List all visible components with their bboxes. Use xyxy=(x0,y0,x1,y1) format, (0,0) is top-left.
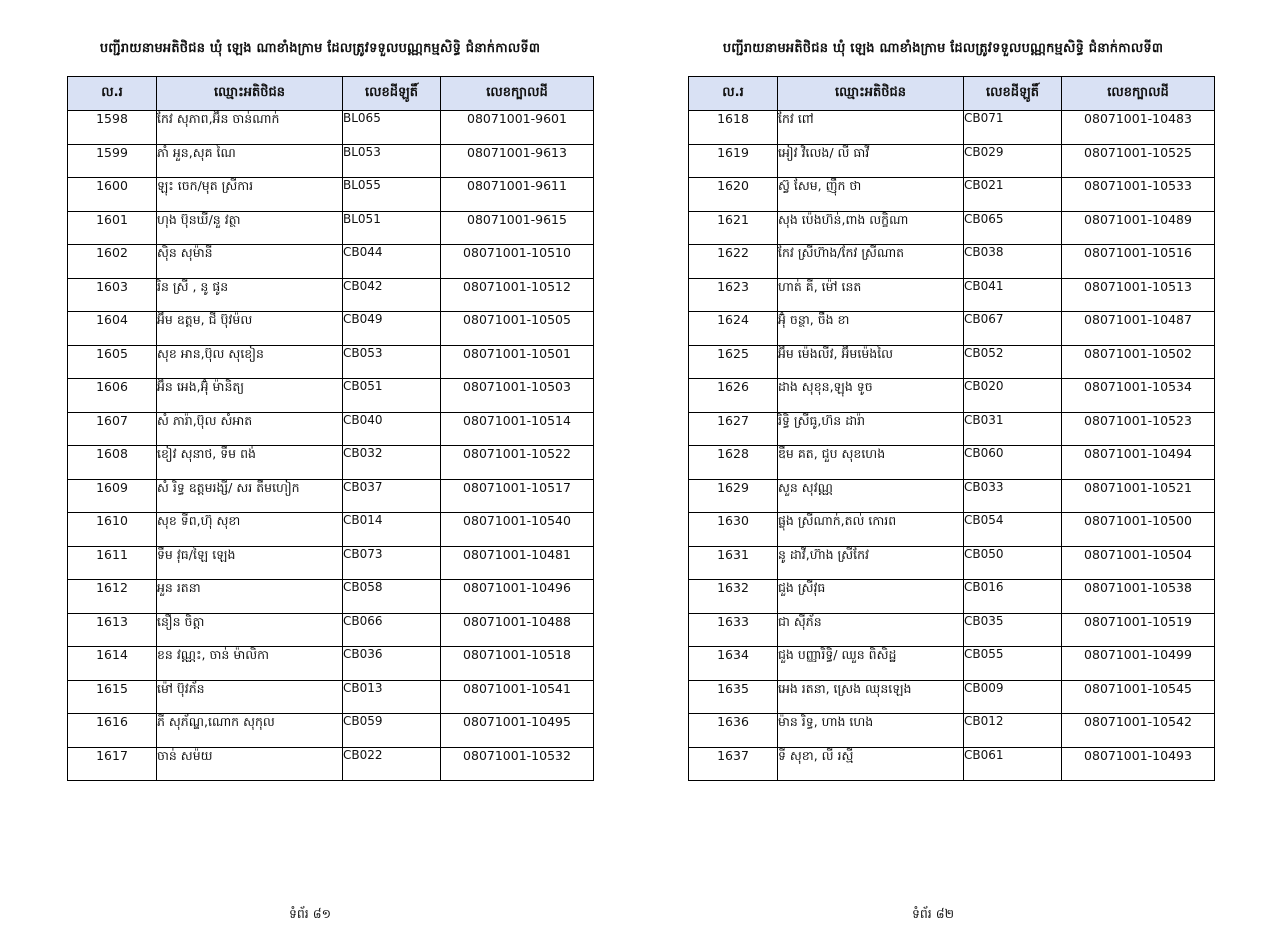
parcel-number: 08071001-10496 xyxy=(441,580,594,614)
customer-name: សំ រិទ្ធ ឧត្តមរង្សី/ សរ តឹមហៀក xyxy=(157,479,343,513)
customer-name: កែវ ពៅ xyxy=(778,111,964,145)
lot-number: CB067 xyxy=(964,312,1062,346)
lot-number: CB021 xyxy=(964,178,1062,212)
customer-name: ផ្លុង ស្រីណាក់,តល់ កោរព xyxy=(778,513,964,547)
table-row xyxy=(689,312,1215,346)
customer-name: ភី សុភ័ណ្ឌ,ណោក សុកុល xyxy=(157,714,343,748)
table-row xyxy=(689,412,1215,446)
row-number: 1606 xyxy=(68,379,157,413)
customer-name: ទី សុខា, លី រស្មី xyxy=(778,747,964,781)
row-number: 1622 xyxy=(689,245,778,279)
lot-number: CB014 xyxy=(343,513,441,547)
customer-name: រិន ស្រី , នូ ផូន xyxy=(157,278,343,312)
row-number: 1609 xyxy=(68,479,157,513)
parcel-number: 08071001-10514 xyxy=(441,412,594,446)
parcel-number: 08071001-10489 xyxy=(1062,211,1215,245)
parcel-number: 08071001-10516 xyxy=(1062,245,1215,279)
row-number: 1598 xyxy=(68,111,157,145)
table-row xyxy=(68,580,594,614)
parcel-number: 08071001-10525 xyxy=(1062,144,1215,178)
row-number: 1635 xyxy=(689,680,778,714)
row-number: 1633 xyxy=(689,613,778,647)
table-row xyxy=(689,278,1215,312)
customer-name: កែវ ស្រីហ៊ាង/កែវ ស្រីណាត xyxy=(778,245,964,279)
row-number: 1621 xyxy=(689,211,778,245)
row-number: 1616 xyxy=(68,714,157,748)
parcel-number: 08071001-10523 xyxy=(1062,412,1215,446)
table-row xyxy=(689,714,1215,748)
table-row xyxy=(68,211,594,245)
table-row xyxy=(68,546,594,580)
customer-name: ស៊ិន សុម៉ានី xyxy=(157,245,343,279)
customer-name: នឿន ចិត្តា xyxy=(157,613,343,647)
parcel-number: 08071001-10503 xyxy=(441,379,594,413)
page-number: ទំព័រ ៨២ xyxy=(911,906,955,921)
table-row xyxy=(68,647,594,681)
customer-name: កែវ សុភាព,អ៊ិន ចាន់ណាក់ xyxy=(157,111,343,145)
page-title: បញ្ជីរាយនាមអតិថិជន ឃុំ ឡេង ណាខាំងក្រាម ដែលត្រូវទទួលបណ្ណកម្មសិទ្ធិ ជំនាក់កាលទី៣ xyxy=(722,41,1164,56)
lot-number: BL053 xyxy=(343,144,441,178)
table-body xyxy=(68,111,594,781)
parcel-number: 08071001-10499 xyxy=(1062,647,1215,681)
row-number: 1628 xyxy=(689,446,778,480)
row-number: 1636 xyxy=(689,714,778,748)
parcel-number: 08071001-9613 xyxy=(441,144,594,178)
page-title: បញ្ជីរាយនាមអតិថិជន ឃុំ ឡេង ណាខាំងក្រាម ដែលត្រូវទទួលបណ្ណកម្មសិទ្ធិ ជំនាក់កាលទី៣ xyxy=(99,41,541,56)
row-number: 1631 xyxy=(689,546,778,580)
row-number: 1627 xyxy=(689,412,778,446)
lot-number: CB055 xyxy=(964,647,1062,681)
table-row xyxy=(689,144,1215,178)
lot-number: CB044 xyxy=(343,245,441,279)
row-number: 1610 xyxy=(68,513,157,547)
table-row xyxy=(689,345,1215,379)
row-number: 1605 xyxy=(68,345,157,379)
row-number: 1618 xyxy=(689,111,778,145)
customer-name: ជា ស៊ីភ័ន xyxy=(778,613,964,647)
table-row xyxy=(68,111,594,145)
header-lot-number: លេខដីឡូតិ៍ xyxy=(964,77,1062,111)
customer-name: ភាំ អួន,សុគ ណៃ xyxy=(157,144,343,178)
row-number: 1615 xyxy=(68,680,157,714)
table-header-row xyxy=(689,77,1215,111)
table-row xyxy=(689,178,1215,212)
row-number: 1619 xyxy=(689,144,778,178)
parcel-number: 08071001-10501 xyxy=(441,345,594,379)
parcel-number: 08071001-10488 xyxy=(441,613,594,647)
table-row xyxy=(68,312,594,346)
table-row xyxy=(68,178,594,212)
lot-number: CB036 xyxy=(343,647,441,681)
row-number: 1625 xyxy=(689,345,778,379)
parcel-number: 08071001-10513 xyxy=(1062,278,1215,312)
customer-name: ជួង ស្រីវុធ xyxy=(778,580,964,614)
customer-name: អួន រតនា xyxy=(157,580,343,614)
customer-name: ហាត់ គី, ម៉ៅ នេត xyxy=(778,278,964,312)
table-row xyxy=(68,278,594,312)
parcel-number: 08071001-10521 xyxy=(1062,479,1215,513)
table-row xyxy=(689,446,1215,480)
row-number: 1608 xyxy=(68,446,157,480)
table-row xyxy=(689,613,1215,647)
customer-table xyxy=(67,76,594,781)
row-number: 1601 xyxy=(68,211,157,245)
customer-name: អៀវ វិលេង/ លី ធាវី xyxy=(778,144,964,178)
lot-number: CB038 xyxy=(964,245,1062,279)
parcel-number: 08071001-10534 xyxy=(1062,379,1215,413)
lot-number: CB066 xyxy=(343,613,441,647)
table-row xyxy=(689,211,1215,245)
row-number: 1623 xyxy=(689,278,778,312)
customer-name: សុខ ទីព,ហ៊ុ សុខា xyxy=(157,513,343,547)
parcel-number: 08071001-10533 xyxy=(1062,178,1215,212)
lot-number: BL055 xyxy=(343,178,441,212)
lot-number: CB016 xyxy=(964,580,1062,614)
header-lot-number: លេខដីឡូតិ៍ xyxy=(343,77,441,111)
table-header-row xyxy=(68,77,594,111)
parcel-number: 08071001-10505 xyxy=(441,312,594,346)
parcel-number: 08071001-10504 xyxy=(1062,546,1215,580)
table-row xyxy=(68,513,594,547)
parcel-number: 08071001-10541 xyxy=(441,680,594,714)
parcel-number: 08071001-10545 xyxy=(1062,680,1215,714)
lot-number: CB053 xyxy=(343,345,441,379)
customer-name: ជួង បញ្ញារិទ្ធិ/ ឈួន ពិសិដ្ឋ xyxy=(778,647,964,681)
row-number: 1603 xyxy=(68,278,157,312)
lot-number: CB009 xyxy=(964,680,1062,714)
parcel-number: 08071001-10483 xyxy=(1062,111,1215,145)
table-row xyxy=(689,747,1215,781)
table-row xyxy=(689,647,1215,681)
parcel-number: 08071001-10532 xyxy=(441,747,594,781)
lot-number: CB054 xyxy=(964,513,1062,547)
row-number: 1624 xyxy=(689,312,778,346)
document-page-right xyxy=(621,0,1261,949)
lot-number: CB058 xyxy=(343,580,441,614)
table-row xyxy=(68,680,594,714)
parcel-number: 08071001-10510 xyxy=(441,245,594,279)
lot-number: CB037 xyxy=(343,479,441,513)
customer-name: អ៊ិន អេង,អ៊ុំ ម៉ានិត្យ xyxy=(157,379,343,413)
row-number: 1612 xyxy=(68,580,157,614)
table-row xyxy=(689,479,1215,513)
table-row xyxy=(689,379,1215,413)
parcel-number: 08071001-10495 xyxy=(441,714,594,748)
customer-name: ឡុះ ចេក/មុត ស្រីការ xyxy=(157,178,343,212)
customer-name: សុខ អាន,ប៊ុល សុខៀន xyxy=(157,345,343,379)
customer-name: សំ ភារ៉ា,ប៊ុល សំអាត xyxy=(157,412,343,446)
customer-name: ដាង សុខុន,ឡុង ទូច xyxy=(778,379,964,413)
customer-name: អ៊ឹម ឧត្តម, ជី ប៊ុវម៉ល xyxy=(157,312,343,346)
lot-number: CB051 xyxy=(343,379,441,413)
customer-name: នូ ដាវី,ហ៊ាង ស្រីកែវ xyxy=(778,546,964,580)
customer-name: ទឹម វុធ/ឡៃ ឡេង xyxy=(157,546,343,580)
header-customer-name: ឈ្មោះអតិថិជន xyxy=(778,77,964,111)
row-number: 1634 xyxy=(689,647,778,681)
parcel-number: 08071001-10500 xyxy=(1062,513,1215,547)
row-number: 1637 xyxy=(689,747,778,781)
table-row xyxy=(68,412,594,446)
customer-name: ខៀវ សុនាថ, ទឹម ពង់ xyxy=(157,446,343,480)
row-number: 1620 xyxy=(689,178,778,212)
table-row xyxy=(68,479,594,513)
row-number: 1614 xyxy=(68,647,157,681)
header-parcel-number: លេខក្បាលដី xyxy=(441,77,594,111)
lot-number: BL065 xyxy=(343,111,441,145)
table-row xyxy=(68,747,594,781)
lot-number: CB035 xyxy=(964,613,1062,647)
table-row xyxy=(68,446,594,480)
table-row xyxy=(68,245,594,279)
table-row xyxy=(689,546,1215,580)
header-parcel-number: លេខក្បាលដី xyxy=(1062,77,1215,111)
lot-number: CB073 xyxy=(343,546,441,580)
parcel-number: 08071001-9611 xyxy=(441,178,594,212)
lot-number: CB022 xyxy=(343,747,441,781)
customer-table xyxy=(688,76,1215,781)
lot-number: CB040 xyxy=(343,412,441,446)
lot-number: CB042 xyxy=(343,278,441,312)
lot-number: CB013 xyxy=(343,680,441,714)
parcel-number: 08071001-10493 xyxy=(1062,747,1215,781)
parcel-number: 08071001-10522 xyxy=(441,446,594,480)
customer-name: ចាន់ សម៉យ xyxy=(157,747,343,781)
lot-number: CB031 xyxy=(964,412,1062,446)
table-body xyxy=(689,111,1215,781)
lot-number: CB050 xyxy=(964,546,1062,580)
parcel-number: 08071001-10481 xyxy=(441,546,594,580)
lot-number: CB060 xyxy=(964,446,1062,480)
lot-number: CB020 xyxy=(964,379,1062,413)
lot-number: CB059 xyxy=(343,714,441,748)
lot-number: CB061 xyxy=(964,747,1062,781)
table-row xyxy=(689,680,1215,714)
row-number: 1629 xyxy=(689,479,778,513)
customer-name: ខន វណ្ណះ, ចាន់ ម៉ាលិកា xyxy=(157,647,343,681)
parcel-number: 08071001-10502 xyxy=(1062,345,1215,379)
header-number: ល.រ xyxy=(689,77,778,111)
row-number: 1626 xyxy=(689,379,778,413)
row-number: 1602 xyxy=(68,245,157,279)
lot-number: CB012 xyxy=(964,714,1062,748)
customer-name: រិទ្ធិ ស្រីធូ,ហ៊ន ដារ៉ា xyxy=(778,412,964,446)
row-number: 1607 xyxy=(68,412,157,446)
header-customer-name: ឈ្មោះអតិថិជន xyxy=(157,77,343,111)
lot-number: CB049 xyxy=(343,312,441,346)
parcel-number: 08071001-10518 xyxy=(441,647,594,681)
row-number: 1599 xyxy=(68,144,157,178)
lot-number: CB071 xyxy=(964,111,1062,145)
table-row xyxy=(689,111,1215,145)
customer-name: ម៉ាន រិទ្ធ, ហាង ហេង xyxy=(778,714,964,748)
table-row xyxy=(68,144,594,178)
customer-name: អេង រតនា, ស្រេង ឈុនឡេង xyxy=(778,680,964,714)
customer-name: សុង ប៉េងហ៊ន់,ពាង លក្ខិណា xyxy=(778,211,964,245)
lot-number: BL051 xyxy=(343,211,441,245)
parcel-number: 08071001-10538 xyxy=(1062,580,1215,614)
customer-name: ឌឹម គត, ជួប សុខហេង xyxy=(778,446,964,480)
lot-number: CB052 xyxy=(964,345,1062,379)
parcel-number: 08071001-10487 xyxy=(1062,312,1215,346)
table-row xyxy=(68,714,594,748)
parcel-number: 08071001-10542 xyxy=(1062,714,1215,748)
row-number: 1604 xyxy=(68,312,157,346)
customer-name: ម៉ៅ ប៊ុវភ័ន xyxy=(157,680,343,714)
customer-name: ហុង ប៊ុនឃី/នួ វត្ថា xyxy=(157,211,343,245)
page-number: ទំព័រ ៨១ xyxy=(288,906,332,921)
row-number: 1617 xyxy=(68,747,157,781)
row-number: 1632 xyxy=(689,580,778,614)
parcel-number: 08071001-10519 xyxy=(1062,613,1215,647)
customer-name: អ៊ុំ ចន្ថា, ចឹង ខា xyxy=(778,312,964,346)
parcel-number: 08071001-9615 xyxy=(441,211,594,245)
table-row xyxy=(689,513,1215,547)
parcel-number: 08071001-10512 xyxy=(441,278,594,312)
table-row xyxy=(68,345,594,379)
lot-number: CB041 xyxy=(964,278,1062,312)
table-row xyxy=(68,379,594,413)
row-number: 1611 xyxy=(68,546,157,580)
parcel-number: 08071001-10494 xyxy=(1062,446,1215,480)
row-number: 1613 xyxy=(68,613,157,647)
row-number: 1630 xyxy=(689,513,778,547)
table-row xyxy=(689,580,1215,614)
customer-name: ស្វ៊ សែម, ញ៉ឹក ថា xyxy=(778,178,964,212)
parcel-number: 08071001-10517 xyxy=(441,479,594,513)
parcel-number: 08071001-10540 xyxy=(441,513,594,547)
lot-number: CB029 xyxy=(964,144,1062,178)
lot-number: CB065 xyxy=(964,211,1062,245)
customer-name: អ៊ឹម ម៉េងលីវ, អ៊ឹមម៉េងលៃ xyxy=(778,345,964,379)
table-row xyxy=(68,613,594,647)
header-number: ល.រ xyxy=(68,77,157,111)
lot-number: CB032 xyxy=(343,446,441,480)
lot-number: CB033 xyxy=(964,479,1062,513)
row-number: 1600 xyxy=(68,178,157,212)
table-row xyxy=(689,245,1215,279)
parcel-number: 08071001-9601 xyxy=(441,111,594,145)
customer-name: សួន សុវណ្ណ xyxy=(778,479,964,513)
